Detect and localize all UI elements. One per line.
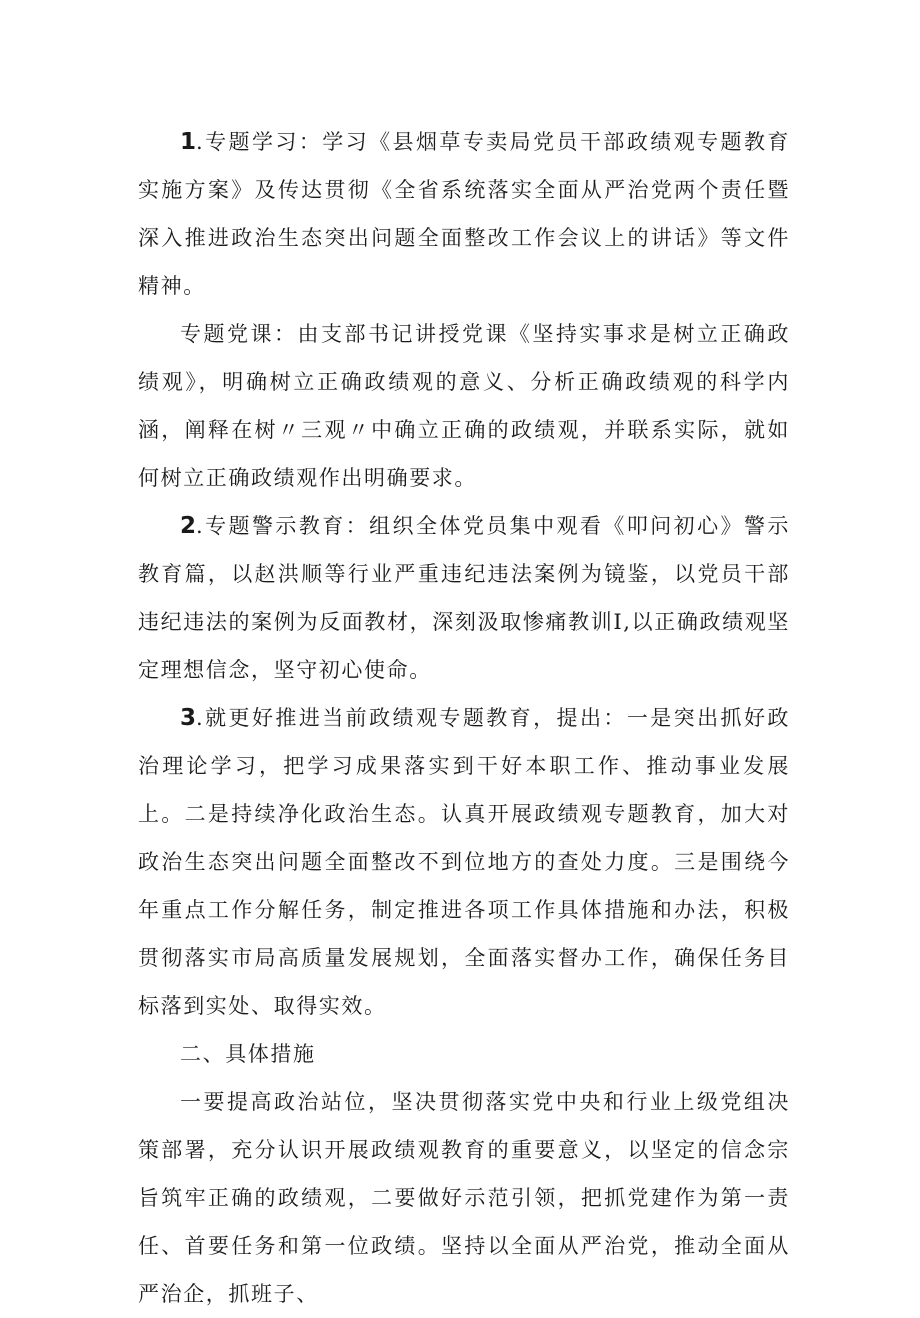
paragraph-measures: 一要提高政治站位，坚决贯彻落实党中央和行业上级党组决策部署，充分认识开展政绩观教育的重要意义，以坚定的信念宗旨筑牢正确的政绩观，二要做好示范引领，把抓党建作为第一责任、首要任务和第一位政绩。坚持以全面从严治党，推动全面从严治企，抓班子、: [138, 1090, 790, 1306]
paragraph-text: 专题党课：由支部书记讲授党课《坚持实事求是树立正确政绩观》，明确树立正确政绩观的意义、分析正确政绩观的科学内涵，阐释在树〃三观〃中确立正确的政绩观，并联系实际，就如何树立正确政绩观作出明确要求。: [138, 322, 790, 490]
paragraph-warning-education: [138, 502, 790, 694]
paragraph-text: .专题警示教育：组织全体党员集中观看《叩问初心》警示教育篇，以赵洪顺等行业严重违纪违法案例为镜鉴，以党员干部违纪违法的案例为反面教材，深刻汲取惨痛教训I,以正确政绩观坚定理想信念，坚守初心使命。: [138, 514, 790, 682]
paragraph-study: [138, 118, 790, 310]
section-heading: 二、具体措施: [180, 1042, 316, 1066]
paragraph-party-lecture: [138, 310, 790, 502]
item-number: 3: [180, 705, 197, 731]
document-page: [138, 118, 790, 1318]
paragraph-text: .就更好推进当前政绩观专题教育，提出：一是突出抓好政治理论学习，把学习成果落实到干好本职工作、推动事业发展上。二是持续净化政治生态。认真开展政绩观专题教育，加大对政治生态突出问题全面整改不到位地方的查处力度。三是围绕今年重点工作分解任务，制定推进各项工作具体措施和办法，积极贯彻落实市局高质量发展规划，全面落实督办工作，确保任务目标落到实处、取得实效。: [138, 706, 790, 1018]
paragraph-text: .专题学习：学习《县烟草专卖局党员干部政绩观专题教育实施方案》及传达贯彻《全省系统落实全面从严治党两个责任暨深入推进政治生态突出问题全面整改工作会议上的讲话》等文件精神。: [138, 130, 790, 298]
item-number: 1: [180, 129, 197, 155]
item-number: 2: [180, 513, 197, 539]
paragraph-advance-education: [138, 694, 790, 1030]
